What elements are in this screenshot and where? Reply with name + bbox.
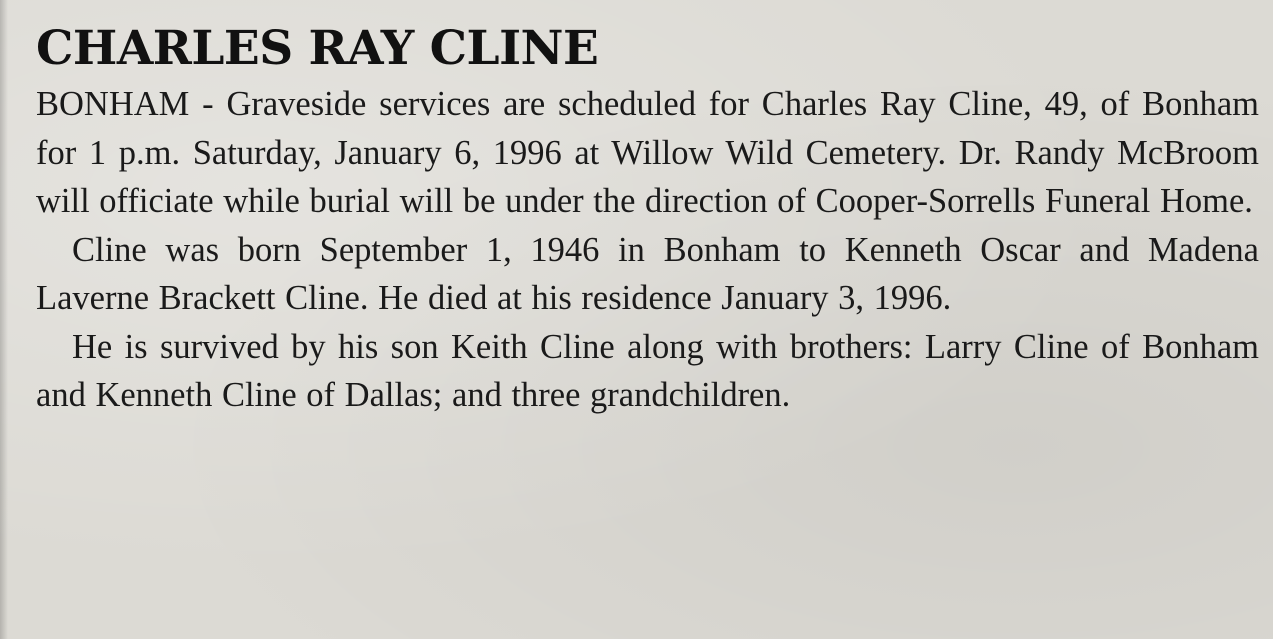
obituary-paragraph-survivors: He is survived by his son Keith Cline along with brothers: Larry Cline of Bonham and Kenneth Cline of Dallas; and three grandchildren. — [36, 327, 1259, 414]
obituary-paragraph-services: BONHAM - Graveside services are scheduled for Charles Ray Cline, 49, of Bonham for 1 p.m. Saturday, January 6, 1996 at Willow Wild Cemetery. Dr. Randy McBroom will officiate while burial will be under the direction of Cooper-Sorrells Funeral Home. — [36, 85, 1259, 220]
paper-edge-shadow — [0, 0, 8, 639]
obituary-headline: CHARLES RAY CLINE — [36, 21, 599, 76]
obituary-paragraph-birth: Cline was born September 1, 1946 in Bonham to Kenneth Oscar and Madena Laverne Brackett Cline. He died at his residence January 3, 1996. — [36, 230, 1259, 317]
